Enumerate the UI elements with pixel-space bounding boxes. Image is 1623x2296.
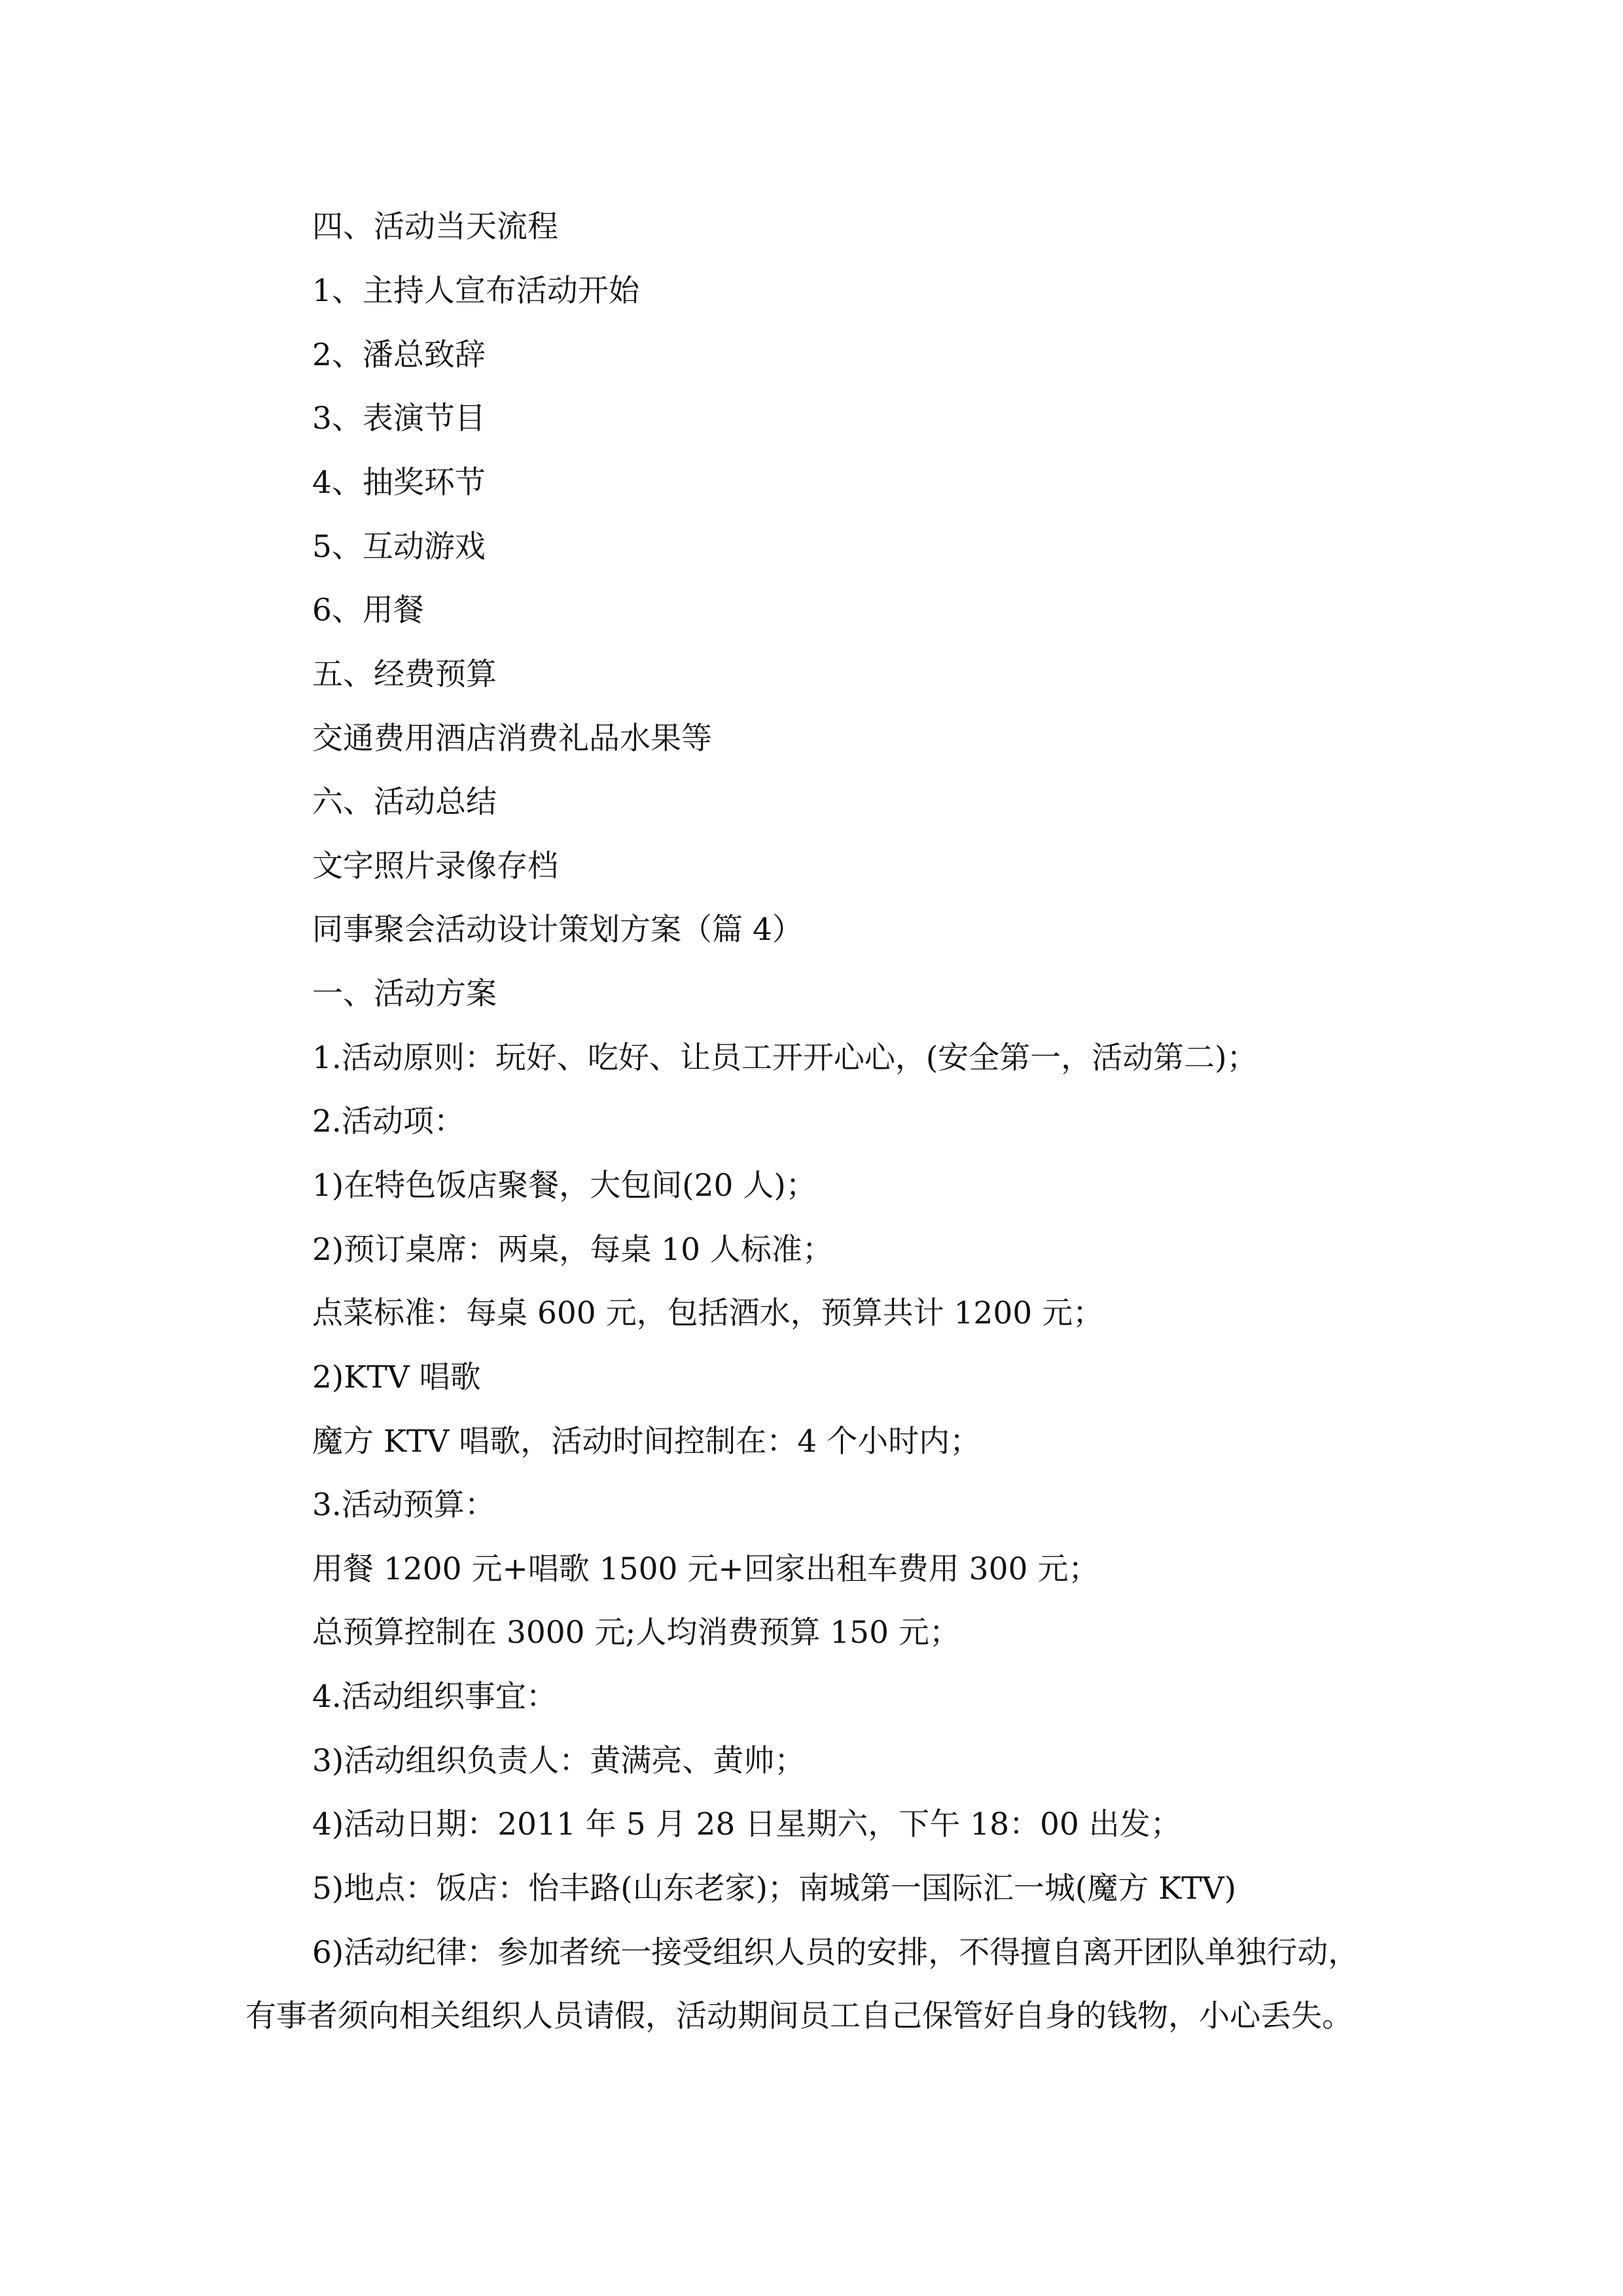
paragraph-line: 有事者须向相关组织人员请假，活动期间员工自己保管好自身的钱物，小心丢失。 bbox=[245, 1998, 1353, 2034]
text-line: 4.活动组织事宜： bbox=[312, 1679, 557, 1715]
text-line: 点菜标准：每桌 600 元，包括酒水，预算共计 1200 元； bbox=[312, 1295, 1104, 1331]
text-line: 3.活动预算： bbox=[312, 1487, 495, 1523]
text-line: 文字照片录像存档 bbox=[312, 848, 558, 884]
section-heading-4: 四、活动当天流程 bbox=[312, 209, 558, 245]
text-line: 2)KTV 唱歌 bbox=[312, 1359, 481, 1395]
text-line: 2.活动项： bbox=[312, 1103, 465, 1139]
section-heading-1: 一、活动方案 bbox=[312, 976, 497, 1012]
paragraph-line: 6)活动纪律：参加者统一接受组织人员的安排，不得擅自离开团队单独行动， bbox=[312, 1935, 1359, 1971]
text-line: 魔方 KTV 唱歌，活动时间控制在：4 个小时内； bbox=[312, 1424, 981, 1460]
text-line: 交通费用酒店消费礼品水果等 bbox=[312, 721, 712, 757]
text-line: 用餐 1200 元+唱歌 1500 元+回家出租车费用 300 元； bbox=[312, 1551, 1099, 1587]
section-heading-6: 六、活动总结 bbox=[312, 784, 497, 820]
text-line: 2、潘总致辞 bbox=[312, 337, 486, 373]
text-line: 3、表演节目 bbox=[312, 401, 486, 437]
text-line: 6、用餐 bbox=[312, 592, 424, 628]
text-line: 2)预订桌席：两桌，每桌 10 人标准； bbox=[312, 1232, 833, 1268]
section-heading-5: 五、经费预算 bbox=[312, 656, 497, 692]
text-line: 5)地点：饭店：怡丰路(山东老家)；南城第一国际汇一城(魔方 KTV) bbox=[312, 1871, 1236, 1907]
text-line: 1)在特色饭店聚餐，大包间(20 人)； bbox=[312, 1168, 817, 1204]
text-line: 3)活动组织负责人：黄满亮、黄帅； bbox=[312, 1743, 806, 1779]
text-line: 4、抽奖环节 bbox=[312, 465, 486, 501]
text-line: 5、互动游戏 bbox=[312, 529, 486, 565]
text-line: 总预算控制在 3000 元;人均消费预算 150 元； bbox=[312, 1615, 960, 1651]
text-line: 1.活动原则：玩好、吃好、让员工开开心心，(安全第一，活动第二)； bbox=[312, 1040, 1258, 1076]
final-paragraph bbox=[245, 1921, 1378, 2048]
text-line: 4)活动日期：2011 年 5 月 28 日星期六，下午 18：00 出发； bbox=[312, 1806, 1181, 1842]
text-line: 1、主持人宣布活动开始 bbox=[312, 273, 639, 309]
document-title: 同事聚会活动设计策划方案（篇 4） bbox=[312, 912, 803, 948]
